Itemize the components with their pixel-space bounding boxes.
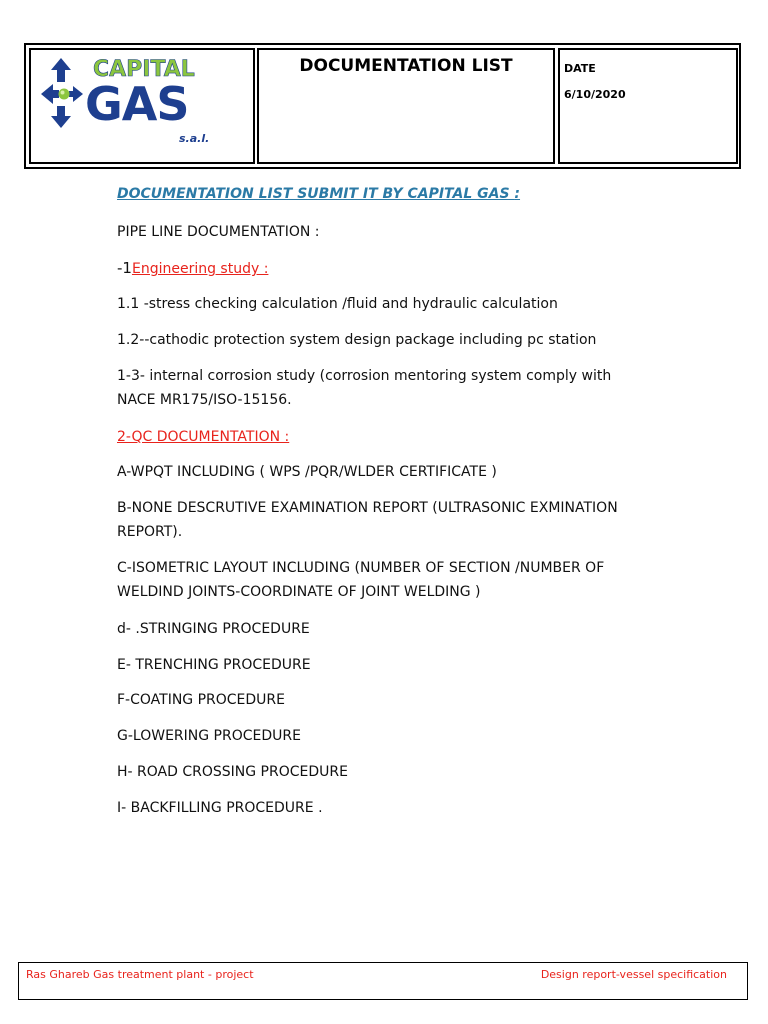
item-e: E- TRENCHING PROCEDURE [117, 657, 311, 673]
svg-text:GAS: GAS [85, 77, 189, 131]
item-i: I- BACKFILLING PROCEDURE . [117, 800, 323, 816]
item-1-2: 1.2--cathodic protection system design package including pc station [117, 332, 597, 348]
item-b-line1: B-NONE DESCRUTIVE EXAMINATION REPORT (ULTRASONIC EXMINATION [117, 500, 618, 516]
item-1-3-line1: 1-3- internal corrosion study (corrosion mentoring system comply with [117, 368, 612, 384]
date-label: DATE [564, 62, 596, 75]
date-cell [558, 48, 738, 164]
item-b-line2: REPORT). [117, 524, 183, 540]
svg-text:s.a.l.: s.a.l. [179, 132, 210, 145]
heading-text: DOCUMENTATION LIST SUBMIT IT BY CAPITAL GAS [117, 186, 515, 202]
date-value: 6/10/2020 [564, 88, 626, 101]
item-g: G-LOWERING PROCEDURE [117, 728, 301, 744]
document-title: DOCUMENTATION LIST [299, 56, 513, 76]
footer-report: Design report-vessel specification [540, 968, 727, 981]
heading-colon: : [514, 186, 521, 202]
eng-prefix: -1 [117, 259, 132, 277]
qc-documentation-heading: 2-QC DOCUMENTATION : [117, 429, 290, 445]
item-d: d- .STRINGING PROCEDURE [117, 621, 310, 637]
eng-title: Engineering study : [131, 261, 269, 277]
item-1-1: 1.1 -stress checking calculation /fluid and hydraulic calculation [117, 296, 558, 312]
item-c-line2: WELDIND JOINTS-COORDINATE OF JOINT WELDING ) [117, 584, 481, 600]
item-1-3-line2: NACE MR175/ISO-15156. [117, 392, 292, 408]
footer-project: Ras Ghareb Gas treatment plant - project [26, 968, 254, 981]
logo-arrows-icon [41, 58, 83, 128]
engineering-study-heading [117, 257, 677, 281]
documentation-heading [117, 186, 520, 202]
item-c-line1: C-ISOMETRIC LAYOUT INCLUDING (NUMBER OF SECTION /NUMBER OF [117, 560, 605, 576]
title-cell [257, 48, 555, 164]
logo-cell [29, 48, 255, 164]
pipeline-title: PIPE LINE DOCUMENTATION : [117, 224, 320, 240]
item-a: A-WPQT INCLUDING ( WPS /PQR/WLDER CERTIFICATE ) [117, 464, 497, 480]
capital-gas-logo [39, 56, 215, 148]
item-f: F-COATING PROCEDURE [117, 692, 286, 708]
svg-text:CAPITAL: CAPITAL [93, 57, 195, 82]
item-h: H- ROAD CROSSING PROCEDURE [117, 764, 348, 780]
header-table [24, 43, 741, 169]
page-footer [18, 962, 748, 1000]
